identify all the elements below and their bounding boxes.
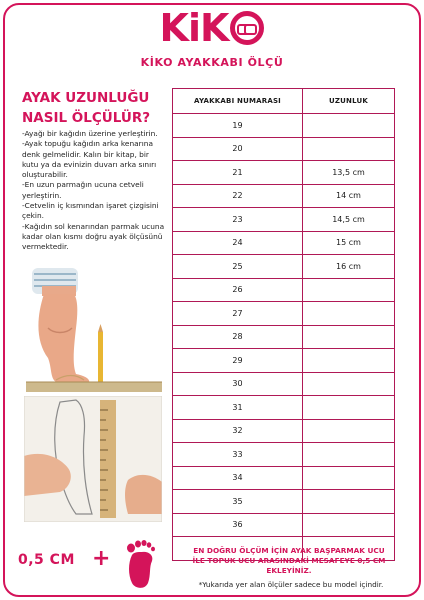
size-cell: 31 xyxy=(173,396,303,420)
length-cell xyxy=(303,278,395,302)
measurement-tip-line: EKLEYİNİZ. xyxy=(266,566,312,575)
table-row xyxy=(173,419,395,443)
length-cell xyxy=(303,302,395,326)
size-cell: 33 xyxy=(173,443,303,467)
instruction-step: -Ayak topuğu kağıdın arka kenarına denk gelmelidir. Kalın bir kitap, bir kutu ya da evinizin duvarı arka sınırı oluşturabilir. xyxy=(22,139,157,180)
length-cell xyxy=(303,443,395,467)
model-note: *Yukarıda yer alan ölçüler sadece bu model içindir. xyxy=(198,580,384,589)
measurement-tip-line: İLE TOPUK UCU ARASINDAKİ MESAFEYE 0,5 CM xyxy=(192,556,386,565)
length-cell: 14 cm xyxy=(303,184,395,208)
table-row xyxy=(173,161,395,185)
instructions-list xyxy=(22,129,167,253)
measurement-tip-line: EN DOĞRU ÖLÇÜM İÇİN AYAK BAŞPARMAK UCU xyxy=(193,546,385,555)
length-cell xyxy=(303,114,395,138)
size-cell: 36 xyxy=(173,513,303,537)
size-cell: 35 xyxy=(173,490,303,514)
table-row xyxy=(173,114,395,138)
table-row xyxy=(173,325,395,349)
table-row xyxy=(173,372,395,396)
size-cell: 19 xyxy=(173,114,303,138)
table-row xyxy=(173,349,395,373)
table-row xyxy=(173,255,395,279)
size-cell: 29 xyxy=(173,349,303,373)
length-cell xyxy=(303,372,395,396)
size-cell: 21 xyxy=(173,161,303,185)
size-cell: 34 xyxy=(173,466,303,490)
brand-logo-text: KiK xyxy=(159,6,229,50)
size-cell: 23 xyxy=(173,208,303,232)
length-cell xyxy=(303,137,395,161)
size-cell: 26 xyxy=(173,278,303,302)
table-row xyxy=(173,231,395,255)
howto-title-line1: AYAK UZUNLUĞU xyxy=(22,90,150,106)
ruler-measurement-photo xyxy=(24,396,162,522)
margin-value: 0,5 CM xyxy=(18,552,75,568)
size-cell: 28 xyxy=(173,325,303,349)
footprint-icon xyxy=(118,537,164,591)
table-row xyxy=(173,513,395,537)
size-cell: 24 xyxy=(173,231,303,255)
length-cell xyxy=(303,419,395,443)
length-cell xyxy=(303,325,395,349)
length-cell xyxy=(303,490,395,514)
table-row xyxy=(173,443,395,467)
leg-measurement-photo xyxy=(26,268,162,392)
size-cell: 20 xyxy=(173,137,303,161)
table-row xyxy=(173,184,395,208)
instruction-step: -Ayağı bir kağıdın üzerine yerleştirin. xyxy=(22,129,158,138)
length-cell: 16 cm xyxy=(303,255,395,279)
howto-title-line2: NASIL ÖLÇÜLÜR? xyxy=(22,110,151,126)
table-row xyxy=(173,278,395,302)
size-table xyxy=(172,88,395,561)
table-row xyxy=(173,396,395,420)
column-header-length: UZUNLUK xyxy=(303,89,395,114)
length-cell xyxy=(303,513,395,537)
length-cell xyxy=(303,349,395,373)
table-header-row xyxy=(173,89,395,114)
length-cell: 14,5 cm xyxy=(303,208,395,232)
glasses-face-icon xyxy=(230,11,264,45)
length-cell: 13,5 cm xyxy=(303,161,395,185)
column-header-size: AYAKKABI NUMARASI xyxy=(173,89,303,114)
size-cell: 27 xyxy=(173,302,303,326)
size-cell: 32 xyxy=(173,419,303,443)
size-cell: 22 xyxy=(173,184,303,208)
table-row xyxy=(173,490,395,514)
page-subtitle: KİKO AYAKKABI ÖLÇÜ xyxy=(140,56,284,69)
size-cell: 25 xyxy=(173,255,303,279)
table-row xyxy=(173,302,395,326)
table-row xyxy=(173,208,395,232)
length-cell xyxy=(303,396,395,420)
instruction-step: -Cetvelin iç kısmından işaret çizgisini çekin. xyxy=(22,201,159,221)
plus-sign: + xyxy=(92,546,111,571)
table-row xyxy=(173,137,395,161)
instruction-step: -En uzun parmağın ucuna cetveli yerleştirin. xyxy=(22,180,144,200)
table-row xyxy=(173,466,395,490)
measurement-tip xyxy=(170,546,408,576)
length-cell: 15 cm xyxy=(303,231,395,255)
howto-title xyxy=(22,88,162,128)
brand-logo xyxy=(0,8,424,48)
length-cell xyxy=(303,466,395,490)
size-cell: 30 xyxy=(173,372,303,396)
instruction-step: -Kağıdın sol kenarından parmak ucuna kadar olan kısmı doğru ayak ölçüsünü vermektedir. xyxy=(22,221,165,252)
